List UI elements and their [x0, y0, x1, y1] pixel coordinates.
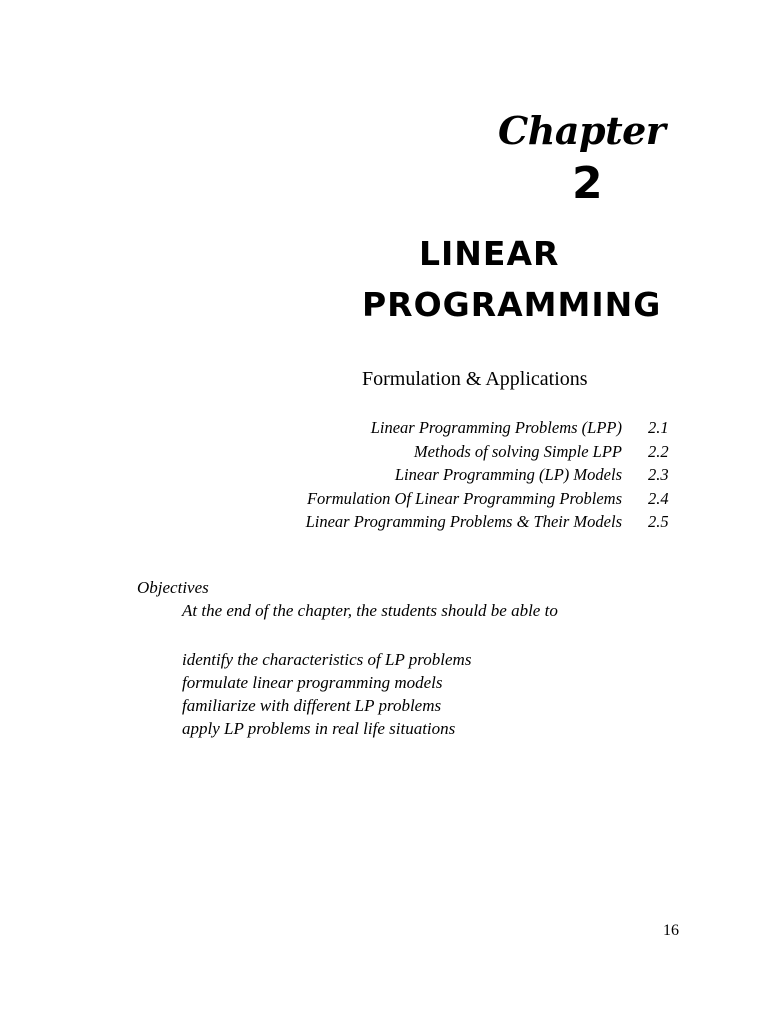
- toc-entry-title: Linear Programming Problems & Their Models: [305, 512, 622, 531]
- toc-entry-number: 2.3: [648, 465, 669, 484]
- objective-item: apply LP problems in real life situations: [182, 719, 456, 738]
- toc-entry-title: Linear Programming (LP) Models: [394, 465, 622, 484]
- toc-entry-number: 2.4: [648, 488, 669, 508]
- toc-entry-number: 2.1: [648, 418, 669, 437]
- objective-item: familiarize with different LP problems: [182, 696, 442, 715]
- toc-entry-title: Linear Programming Problems (LPP): [370, 418, 622, 437]
- objectives-heading: Objectives: [137, 578, 209, 597]
- toc-entry: [250, 440, 680, 464]
- objective-item: identify the characteristics of LP problems: [182, 650, 472, 669]
- toc-entry: [250, 487, 680, 511]
- toc-entry: [250, 510, 680, 534]
- objective-item: formulate linear programming models: [182, 673, 443, 692]
- toc-entry-number: 2.2: [648, 441, 669, 461]
- chapter-title-line-1: LINEAR: [419, 234, 560, 273]
- toc-entry-number: 2.5: [648, 512, 669, 531]
- objectives-list: [182, 648, 471, 740]
- chapter-subtitle: Formulation & Applications: [362, 368, 588, 390]
- toc-entry-title: Methods of solving Simple LPP: [413, 441, 622, 461]
- chapter-number: 2: [572, 158, 603, 209]
- chapter-title-line-2: PROGRAMMING: [362, 285, 662, 324]
- chapter-label: Chapter: [498, 108, 666, 153]
- toc-entry: [250, 416, 680, 440]
- page-number: 16: [663, 922, 679, 939]
- toc-entry-title: Formulation Of Linear Programming Problems: [306, 488, 622, 508]
- objectives-intro: At the end of the chapter, the students should be able to: [182, 601, 558, 620]
- toc-entry: [250, 463, 680, 487]
- table-of-contents: [250, 416, 680, 534]
